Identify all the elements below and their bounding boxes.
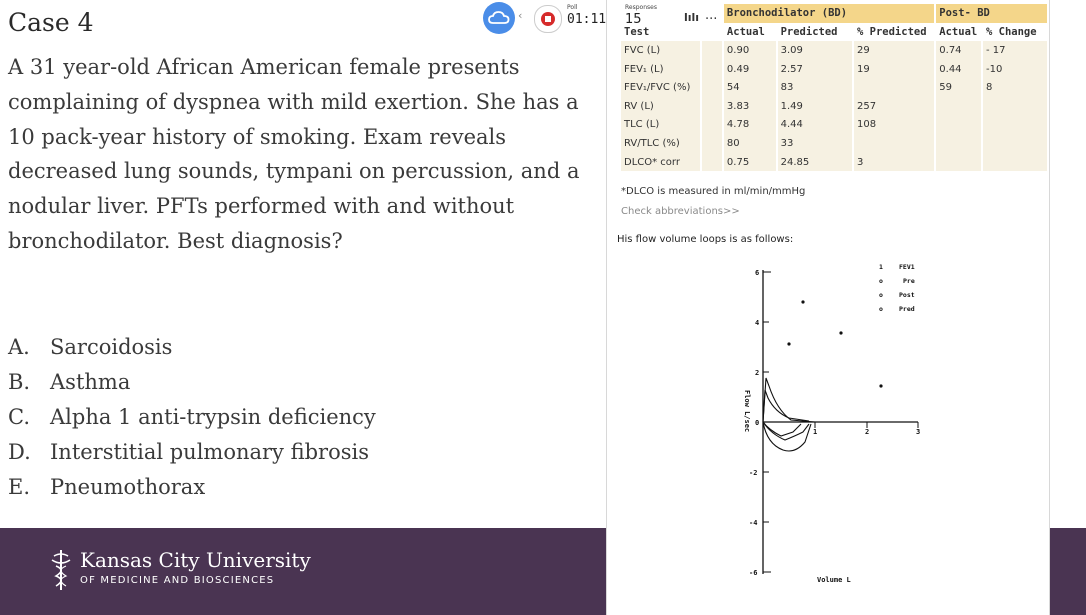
table-cell: 83 xyxy=(778,78,852,97)
table-cell xyxy=(983,97,1047,116)
answer-letter: C. xyxy=(8,405,30,429)
table-cell xyxy=(854,134,934,153)
table-cell: 19 xyxy=(854,60,934,79)
legend-marker: 1 xyxy=(879,263,883,271)
table-cell: 4.44 xyxy=(778,116,852,135)
y-tick-label: 6 xyxy=(755,269,760,277)
answer-letter: D. xyxy=(8,440,31,464)
answer-option xyxy=(8,435,376,470)
table-cell xyxy=(983,116,1047,135)
legend-label: Pred xyxy=(899,305,915,313)
spacer-cell xyxy=(702,153,722,172)
y-tick-label: 0 xyxy=(755,419,760,427)
more-options-icon[interactable]: ... xyxy=(705,8,718,23)
spacer-cell xyxy=(702,97,722,116)
poll-timer: 01:11 xyxy=(567,12,607,27)
legend-label: FEV1 xyxy=(899,263,915,271)
responses-count: 15 xyxy=(625,12,642,27)
caduceus-icon xyxy=(48,548,74,592)
col-header: Actual xyxy=(939,25,978,38)
answer-text: Pneumothorax xyxy=(50,475,206,499)
col-header: % Change xyxy=(985,25,1037,38)
answer-text: Alpha 1 anti-trypsin deficiency xyxy=(50,405,376,429)
legend-label: Pre xyxy=(903,277,915,285)
answer-option xyxy=(8,470,376,505)
table-cell: 24.85 xyxy=(778,153,852,172)
chevron-left-icon[interactable]: ‹ xyxy=(518,9,523,22)
table-cell: RV (L) xyxy=(621,97,700,116)
spacer-cell xyxy=(702,116,722,135)
table-cell: 80 xyxy=(724,134,776,153)
table-cell: - 17 xyxy=(983,41,1047,60)
table-cell: RV/TLC (%) xyxy=(621,134,700,153)
answer-option xyxy=(8,400,376,435)
table-cell: 8 xyxy=(983,78,1047,97)
legend xyxy=(879,263,915,313)
col-header: Actual xyxy=(726,25,765,38)
col-header: Test xyxy=(624,25,650,38)
table-cell: 3.09 xyxy=(778,41,852,60)
group-bd-label: Bronchodilator (BD) xyxy=(724,4,934,23)
y-tick-label: -2 xyxy=(749,469,758,477)
flow-loop-caption: His flow volume loops is as follows: xyxy=(617,234,794,245)
table-row xyxy=(621,97,1047,116)
table-cell: 54 xyxy=(724,78,776,97)
y-tick-label: -4 xyxy=(749,519,758,527)
answer-option xyxy=(8,365,376,400)
table-cell: 0.74 xyxy=(936,41,981,60)
table-cell: 3 xyxy=(854,153,934,172)
flow-volume-loop-chart xyxy=(733,260,933,590)
answer-list xyxy=(8,330,376,505)
group-post-label: Post- BD xyxy=(936,4,1047,23)
x-tick-label: 2 xyxy=(865,428,870,436)
cloud-icon xyxy=(483,2,515,34)
table-cell xyxy=(854,78,934,97)
x-tick-label: 1 xyxy=(813,428,818,436)
table-cell: FVC (L) xyxy=(621,41,700,60)
table-cell: 29 xyxy=(854,41,934,60)
y-axis-label: Flow L/sec xyxy=(743,390,751,433)
col-header: % Predicted xyxy=(857,25,927,38)
table-cell xyxy=(983,134,1047,153)
table-cell: DLCO* corr xyxy=(621,153,700,172)
check-abbreviations-link[interactable]: Check abbreviations>> xyxy=(621,206,740,217)
x-axis-label: Volume L xyxy=(817,576,851,584)
table-cell: 2.57 xyxy=(778,60,852,79)
poll-label: Poll xyxy=(567,4,578,11)
table-cell xyxy=(983,153,1047,172)
table-cell: 0.44 xyxy=(936,60,981,79)
record-icon xyxy=(541,12,555,26)
table-cell: 59 xyxy=(936,78,981,97)
responses-label: Responses xyxy=(625,4,657,11)
answer-letter: B. xyxy=(8,370,31,394)
flow-loops xyxy=(763,378,818,451)
table-cell xyxy=(936,153,981,172)
table-cell: 257 xyxy=(854,97,934,116)
poll-toolbar xyxy=(483,2,733,34)
logo-name: Kansas City University xyxy=(80,548,311,572)
spacer-cell xyxy=(702,134,722,153)
table-cell: FEV₁/FVC (%) xyxy=(621,78,700,97)
spacer-cell xyxy=(702,41,722,60)
legend-marker: o xyxy=(879,305,883,313)
y-tick-label: 4 xyxy=(755,319,760,327)
table-cell: 108 xyxy=(854,116,934,135)
dlco-note: *DLCO is measured in ml/min/mmHg xyxy=(621,186,806,197)
case-title: Case 4 xyxy=(8,8,94,37)
answer-text: Asthma xyxy=(50,370,131,394)
question-text: A 31 year-old African American female presents complaining of dyspnea with mild exertion. She has a 10 pack-year history of smoking. Exam reveals decreased lung sounds, tympani on percussion, and a nodular liver. PFTs performed with and without bronchodilator. Best diagnosis? xyxy=(8,55,580,253)
university-logo xyxy=(48,548,311,592)
table-cell: 0.49 xyxy=(724,60,776,79)
answer-letter: E. xyxy=(8,475,31,499)
table-cell: -10 xyxy=(983,60,1047,79)
y-tick-label: -6 xyxy=(749,569,758,577)
logo-subtitle: OF MEDICINE AND BIOSCIENCES xyxy=(80,575,275,586)
table-row xyxy=(621,153,1047,172)
y-tick-label: 2 xyxy=(755,369,760,377)
legend-marker: o xyxy=(879,277,883,285)
col-header: Predicted xyxy=(780,25,838,38)
spacer-cell xyxy=(702,60,722,79)
table-cell: TLC (L) xyxy=(621,116,700,135)
table-cell xyxy=(936,97,981,116)
table-cell: 1.49 xyxy=(778,97,852,116)
bar-chart-icon[interactable]: lılı xyxy=(684,11,700,24)
table-cell xyxy=(936,134,981,153)
table-cell: 4.78 xyxy=(724,116,776,135)
answer-letter: A. xyxy=(8,335,30,359)
answer-option xyxy=(8,330,376,365)
table-cell: 0.75 xyxy=(724,153,776,172)
table-row xyxy=(621,60,1047,79)
table-row xyxy=(621,134,1047,153)
table-cell: 33 xyxy=(778,134,852,153)
table-row xyxy=(621,78,1047,97)
spacer-cell xyxy=(702,78,722,97)
stop-recording-button[interactable] xyxy=(534,5,562,33)
table-cell xyxy=(936,116,981,135)
x-tick-label: 3 xyxy=(916,428,921,436)
table-cell: 0.90 xyxy=(724,41,776,60)
predicted-points xyxy=(787,300,882,387)
legend-label: Post xyxy=(899,291,915,299)
table-row xyxy=(621,116,1047,135)
table-row xyxy=(621,41,1047,60)
pft-panel xyxy=(606,0,1050,615)
answer-text: Sarcoidosis xyxy=(50,335,173,359)
legend-marker: o xyxy=(879,291,883,299)
table-cell: FEV₁ (L) xyxy=(621,60,700,79)
answer-text: Interstitial pulmonary fibrosis xyxy=(50,440,369,464)
cloud-sync-button[interactable] xyxy=(483,2,515,34)
table-cell: 3.83 xyxy=(724,97,776,116)
